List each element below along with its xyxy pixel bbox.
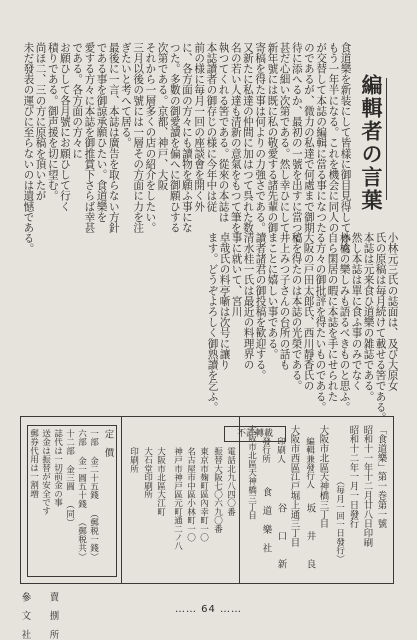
title-rule <box>386 78 387 200</box>
dealers-name: 參 文 社 <box>19 592 31 639</box>
editorial-column: 名の若い人達も清新の意氣をもつて筆を <box>229 42 242 233</box>
editorial-column: 三月以後の號には一層その方面に力を注 <box>132 42 145 233</box>
publish-date: 昭和十二年一月一日發行 <box>347 425 359 529</box>
editorial-column: 甚だ心細い次第である。然し幸ひにして <box>278 42 291 233</box>
branch-tokyo: 東京市麹町區內幸町一〇 <box>198 447 209 542</box>
publisher-label: 發行所 <box>260 437 271 463</box>
editorial-column: 寄稿を得た事は何よりの力強さである。 <box>254 42 267 233</box>
price-qty: 十二部 <box>64 429 75 455</box>
monthly-note: （毎月一回一日發行） <box>334 477 345 563</box>
editorial-column: 讀者諸君の御投稿を歓迎する。 <box>254 232 267 381</box>
editorial-column: に、各方面の方々にも讀物を願ふ事にな <box>180 42 193 233</box>
price-qty: 六部 <box>76 429 87 447</box>
page-number <box>0 604 417 615</box>
editor-name: 坂 井 良 <box>304 503 316 569</box>
page-number-value: 64 <box>201 604 216 615</box>
price-note-3: 郵券代用は一割増 <box>28 429 39 498</box>
print-date: 昭和十一年十二月廿八日印刷 <box>361 425 373 548</box>
editorial-column: つた。多數の御愛讀を偏へに御願ひする <box>168 42 181 233</box>
editorial-column: ます。どうぞよろしく御熟讀を乞ふ。 <box>206 232 219 413</box>
page-dots-right: …… <box>220 604 243 615</box>
printshop-label: 印刷所 <box>128 447 139 473</box>
price-amount: 金三圓 <box>64 464 75 491</box>
editor-address: 大阪市北區天神橋三丁目 <box>317 425 329 529</box>
editorial-column: 氏の原稿は毎月続けて載せる筈である。 <box>374 232 387 423</box>
editorial-column: が交替して本誌の編輯に當る事になつた <box>315 42 328 233</box>
editorial-column: まことに嬉しい事である。 <box>266 232 279 360</box>
editorial-column: 林檎の樂しみも語るべきものと思ふ。 <box>338 232 351 413</box>
page-dots-left: …… <box>174 604 197 615</box>
editorial-column: 清水桂一氏は最近の料理界の <box>242 232 255 370</box>
editorial-column: 尚ほ二、三の方に原稿を頂いたが <box>34 42 47 201</box>
printer-name: 谷 口 新 <box>275 503 287 569</box>
price-tax: （同） <box>64 500 75 527</box>
price-row-3 <box>65 429 74 526</box>
editorial-column: 本誌讀者の御存じの様に今年中は従 <box>205 42 218 212</box>
printshop-address: 大阪市北區大江町 <box>155 447 166 516</box>
branch-kobe: 神戸市神戸區元町通二ノ八 <box>172 447 183 551</box>
tel: 電話北九八四〇番 <box>225 447 236 516</box>
price-note-1: 誌代は一切前金の事 <box>52 429 63 507</box>
price-tax: （郵税一錢） <box>88 509 99 561</box>
colophon-box <box>20 416 394 584</box>
editorial-column: る方々の御批評を得たいものである。 <box>314 232 327 413</box>
editorial-column: もう一年半になる。これを機会に同人の <box>327 42 340 233</box>
price-qty: 一部 <box>88 429 99 447</box>
editorial-column: 又新たに私達の仲間に加はつて呉れた数 <box>241 42 254 233</box>
dealers-label: 賣 捌 所 <box>47 592 59 639</box>
editorial-column: 然し本誌は單に食ふ事のみでなく <box>350 232 363 391</box>
price-row-2 <box>77 429 86 561</box>
editorial-column: 積りである。御声援を切に望む。 <box>46 42 59 201</box>
editorial-column: ぎたいと考へて居る。 <box>119 42 132 148</box>
printer-label: 印刷人 <box>275 437 286 463</box>
editorial-column: 最後に一言、本誌は廣告を取らない方針 <box>107 42 120 233</box>
editorial-column: それから一層多くの店の紹介をしたい。 <box>144 42 157 233</box>
editorial-column: 待に添へるか、最初の一號を出すに當つて <box>290 42 303 244</box>
editorial-column: 井上みつ子さんの台所の話も <box>278 232 291 370</box>
editorial-column: である事を御諒承願ひたい。食道樂を <box>95 42 108 223</box>
editorial-column: 食道樂を新装にして皆樣に御目見得してから <box>339 42 352 254</box>
publisher-address: 大阪市北區天神橋三丁目 <box>246 425 257 520</box>
editorial-column: 愛する方々に本誌を御推賞下さらば幸甚 <box>83 42 96 233</box>
magazine-issue: 「食道樂」第一巻第一號 <box>375 425 387 529</box>
editorial-column: 前の様に毎月一回の座談會を開く外 <box>193 42 206 212</box>
publisher-name: 食 道 樂 社 <box>260 487 272 553</box>
editorial-column: のであるが、微力の私達で何處まで御期 <box>302 42 315 233</box>
price-tax: （郵税共） <box>76 517 87 561</box>
postal: 振替大阪七〇六九〇番 <box>212 447 223 533</box>
branch-nagoya: 名古屋市中區小林町一〇 <box>185 447 196 542</box>
editorial-column: お願ひして各月號にお願ひして行く <box>58 42 71 212</box>
editorial-column: 自ら閑居の暇に本誌を手にせられた <box>326 232 339 402</box>
editorial-column: 執つてくれる筈である。從來の本誌は <box>217 42 230 223</box>
editor-label: 編輯兼發行人 <box>304 437 315 489</box>
editorial-column: 新年號には既に私の敬愛する諸先輩の御 <box>266 42 279 233</box>
printer-address: 大阪市西區江戸堀上通三丁目 <box>288 425 300 548</box>
editorial-column: 本誌は元来食ひ道樂の雑誌である。 <box>362 232 375 402</box>
price-row-1 <box>89 429 98 561</box>
price-amount: 金二十五錢 <box>88 456 99 500</box>
editorial-column: 小林元三氏の誌面は、及び大原女 <box>386 232 399 391</box>
editorial-column: 未だ發表の運びに至らないのは遺憾である。 <box>22 42 35 254</box>
no-reprint-notice: 不許轉載 <box>224 426 286 442</box>
printshop-name: 大石堂印刷所 <box>142 447 153 499</box>
editorial-column: 卓哉氏の料亭噺は次号に讓り <box>218 232 231 370</box>
editorial-column: 事に就いて、宮川 <box>230 232 243 317</box>
price-title: 定 價 <box>102 429 114 458</box>
price-amount: 金一圓五十錢 <box>76 456 87 508</box>
article-title: 編輯者の言葉 <box>359 74 383 212</box>
price-note-2: 送金は振替が安全です <box>40 429 51 515</box>
editorial-column: 大阪の戸田太郎氏、西川靜香氏の <box>302 232 315 391</box>
editorial-column: である。各方面の方々に <box>71 42 84 159</box>
editorial-column: 次第である。京都、神戸、大阪 <box>156 42 169 191</box>
colophon-divider-1 <box>121 417 122 583</box>
editorial-column: 稿を得たのは本誌の光榮である。 <box>290 232 303 391</box>
